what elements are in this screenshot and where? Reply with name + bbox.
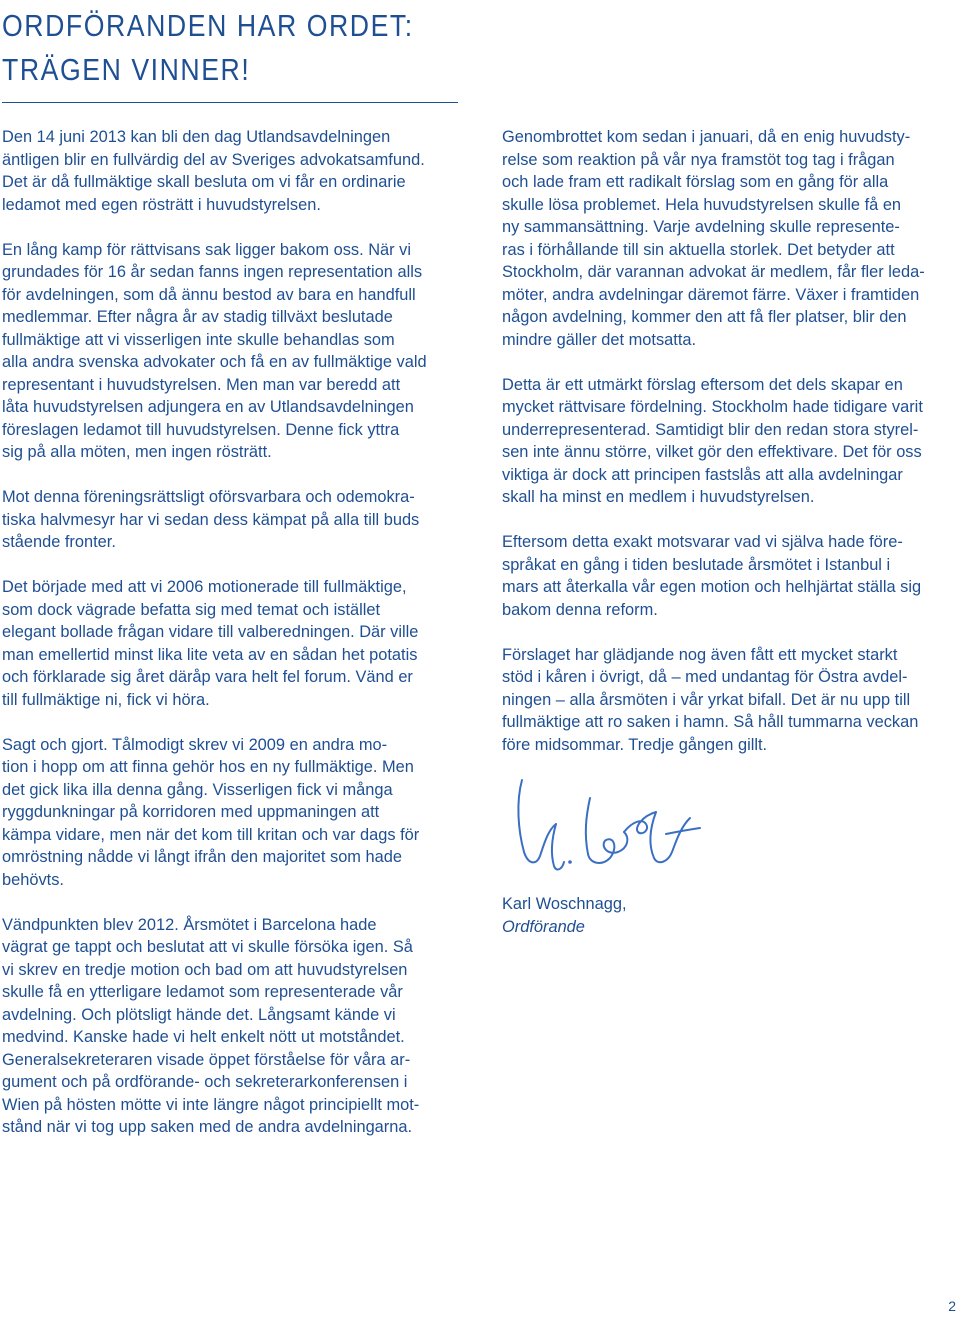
signer-name: Karl Woschnagg, — [502, 895, 627, 913]
article-title-line-2: TRÄGEN VINNER! — [2, 52, 251, 87]
paragraph: Den 14 juni 2013 kan bli den dag Utlandsavdelningen äntligen blir en fullvärdig del av Sveriges advokatsamfund. Det är då fullmäktige skall besluta om vi får en ordinarie ledamot med egen rösträtt i huvudstyrelsen. — [2, 128, 425, 214]
article-title-line-1: ORDFÖRANDEN HAR ORDET: — [2, 8, 414, 43]
left-column — [2, 126, 462, 1139]
title-divider — [2, 102, 458, 103]
article-title — [2, 4, 414, 92]
paragraph: Sagt och gjort. Tålmodigt skrev vi 2009 en andra mo- tion i hopp om att finna gehör hos en ny fullmäktige. Men det gick lika illa denna gång. Visserligen fick vi många ryggdunkningar på korridoren med uppmaningen att kämpa vidare, men när det kom till kritan och var dags för omröstning nådde vi långt ifrån den majoritet som hade behövts. — [2, 735, 420, 889]
signer-role: Ordförande — [502, 917, 585, 936]
right-column — [502, 126, 960, 756]
paragraph: Eftersom detta exakt motsvarar vad vi själva hade före- språkat en gång i tiden beslutade årsmötet i Istanbul i mars att återkalla vår egen motion och helhjärtat ställa sig bakom denna reform. — [502, 533, 922, 619]
paragraph: Mot denna föreningsrättsligt oförsvarbara och odemokra- tiska halvmesyr har vi sedan dess kämpat på alla till buds stående fronter. — [2, 488, 420, 551]
paragraph: Vändpunkten blev 2012. Årsmötet i Barcelona hade vägrat ge tappt och beslutat att vi skulle försöka igen. Så vi skrev en tredje motion och bad om att huvudstyrelsen skulle få en ytterligare ledamot som representerade vår avdelning. Och plötsligt hände det. Långsamt kände vi medvind. Kanske hade vi helt enkelt nött ut motståndet. Generalsekreteraren visade öppet förståelse för våra ar- gument och på ordförande- och sekreterarkonferensen i Wien på hösten mötte vi inte längre något principiellt mot- stånd när vi tog upp saken med de andra avdelningarna. — [2, 915, 420, 1136]
page-number: 2 — [948, 1298, 956, 1314]
paragraph: En lång kamp för rättvisans sak ligger bakom oss. När vi grundades för 16 år sedan fanns ingen representation alls för avdelningen, som då ännu bestod av bara en handfull medlemmar. Efter några år av stadig tillväxt beslutade fullmäktige att vi visserligen inte skulle behandlas som alla andra svenska advokater och få en av fullmäktige vald representant i huvudstyrelsen. Men man var beredd att låta huvudstyrelsen adjungera en av Utlandsavdelningen föreslagen ledamot till huvudstyrelsen. Denne fick yttra sig på alla möten, men ingen rösträtt. — [2, 240, 427, 461]
paragraph: Förslaget har glädjande nog även fått ett mycket starkt stöd i kåren i övrigt, då – med undantag för Östra avdel- ningen – alla årsmöten i vår yrkat bifall. Det är nu upp till fullmäktige att ro saken i hamn. Så håll tummarna veckan före midsommar. Tredje gången gillt. — [502, 645, 919, 754]
paragraph: Genombrottet kom sedan i januari, då en enig huvudsty- relse som reaktion på vår nya framstöt tog tag i frågan och lade fram ett radikalt förslag som en gång för alla skulle lösa problemet. Hela huvudstyrelsen skulle få en ny sammansättning. Varje avdelning skulle represente- ras i förhållande till sin aktuella storlek. Det betyder att Stockholm, där varannan advokat är medlem, får fler leda- möter, andra avdelningar däremot färre. Växer i framtiden någon avdelning, kommer den att få fler platser, blir den mindre gäller det motsatta. — [502, 128, 925, 349]
signer-block — [502, 893, 627, 938]
paragraph: Det började med att vi 2006 motionerade till fullmäktige, som dock vägrade befatta sig med temat och istället elegant bollade frågan vidare till valberedningen. Där ville man emellertid minst lika lite veta av en sådan het potatis och förklarade sig året däråp vara helt fel forum. Vänd er till fullmäktige ni, fick vi höra. — [2, 578, 419, 709]
paragraph: Detta är ett utmärkt förslag eftersom det dels skapar en mycket rättvisare fördelning. Stockholm hade tidigare varit underrepresenterad. Samtidigt blir den redan stora styrel- sen inte ännu större, vilket gör den effektivare. Det för oss viktiga är dock att principen fastslås att alla avdelningar skall ha minst en medlem i huvudstyrelsen. — [502, 375, 923, 506]
handwritten-signature — [510, 772, 710, 874]
